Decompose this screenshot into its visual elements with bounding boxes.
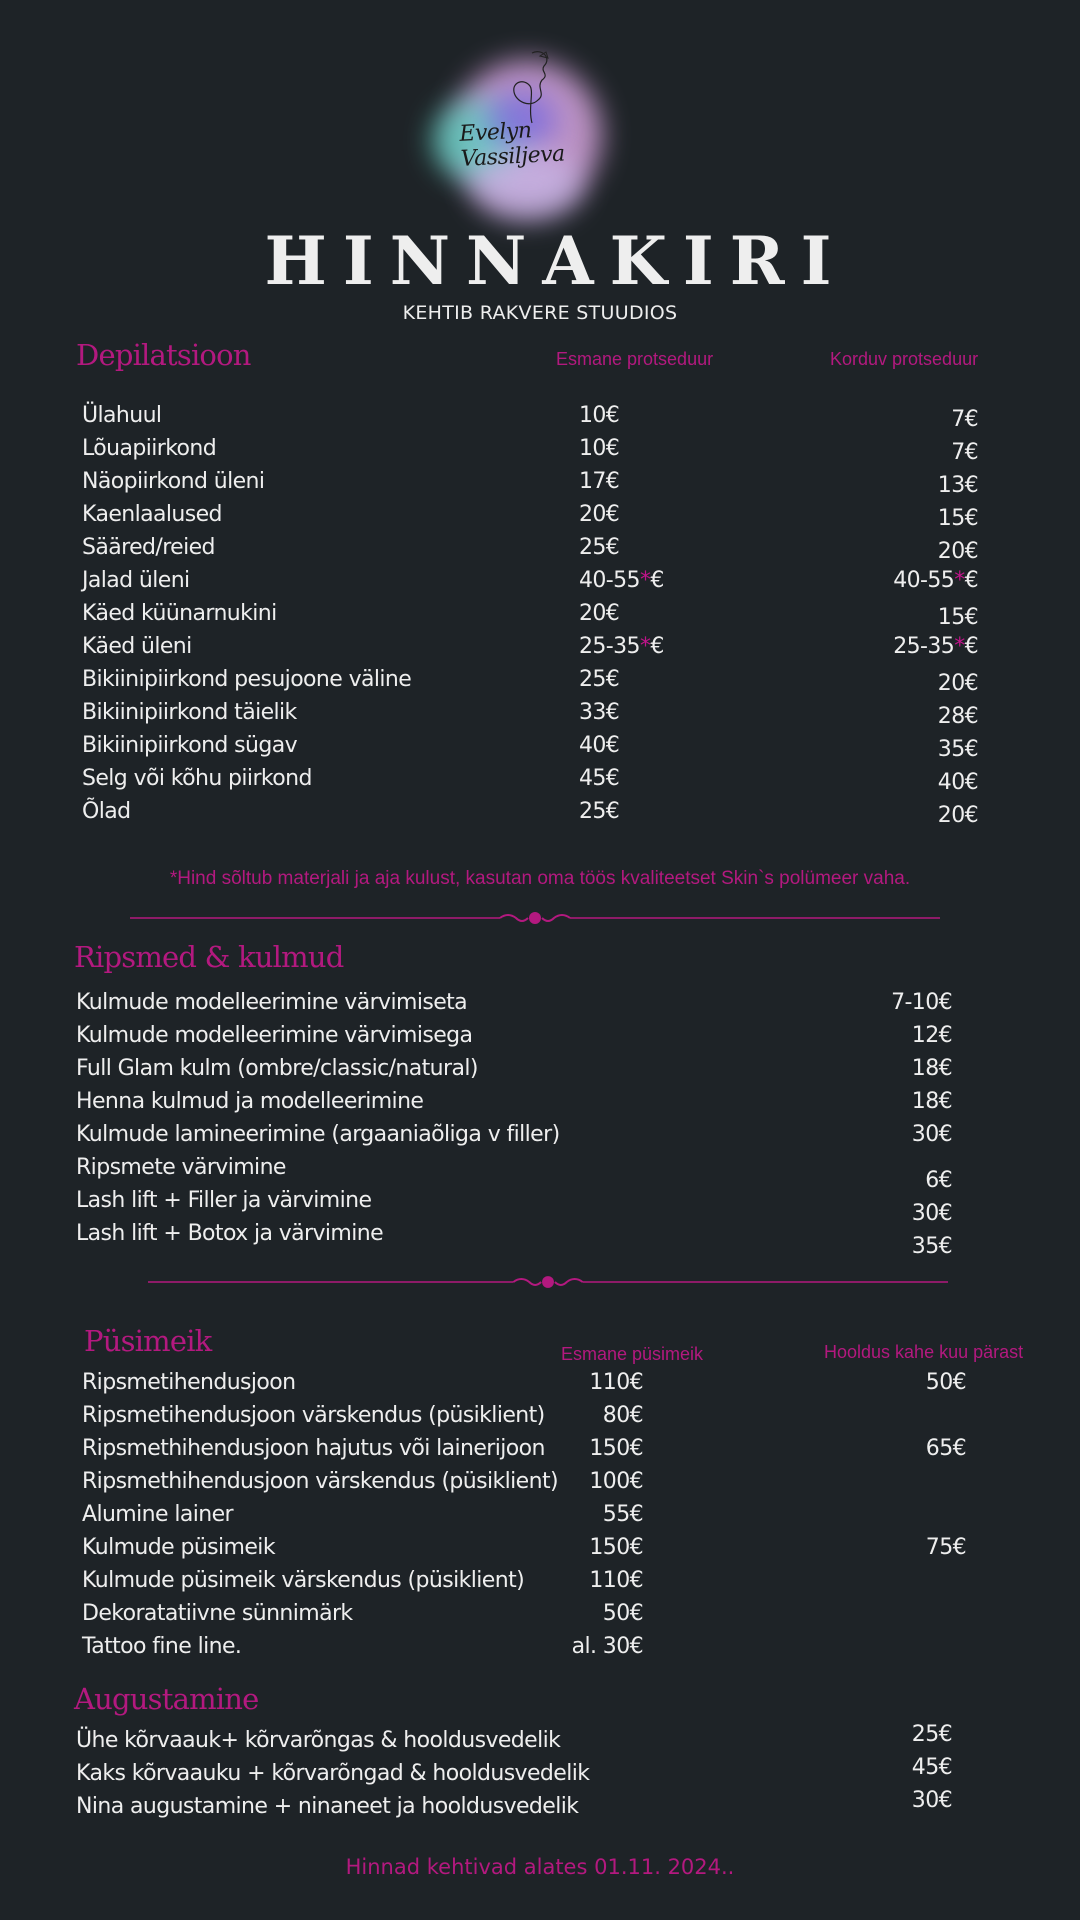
price-row: [0, 1403, 1080, 1436]
repeat-price: [938, 506, 978, 531]
price: 30€: [911, 1201, 952, 1226]
price-value: 20€: [937, 539, 978, 564]
service-name: Ülahuul: [82, 403, 162, 428]
price-value: 13€: [937, 473, 978, 498]
asterisk-mark: *: [639, 634, 651, 659]
price-value: 7€: [951, 440, 978, 465]
service-name: Henna kulmud ja modelleerimine: [76, 1089, 424, 1114]
logo-text: Evelyn Vassiljeva: [458, 118, 566, 172]
repeat-price: [951, 407, 978, 432]
currency: €: [650, 634, 664, 659]
price-row: [0, 1601, 1080, 1634]
repeat-price: [893, 634, 978, 659]
footnote: *Hind sõltub materjali ja aja kulust, kasutan oma töös kvaliteetset Skin`s polümeer vaha.: [169, 868, 911, 889]
price-row: [0, 502, 1080, 535]
price: 18€: [911, 1089, 952, 1114]
first-price: [579, 535, 619, 560]
maintenance-price: 65€: [925, 1436, 966, 1461]
price-value: 10€: [579, 436, 620, 461]
first-price: al. 30€: [571, 1634, 643, 1659]
repeat-price: [938, 704, 978, 729]
repeat-price: [938, 671, 978, 696]
ornament-divider: [148, 1272, 948, 1292]
price-row: [0, 403, 1080, 436]
first-price: [579, 667, 619, 692]
price-row: [0, 1469, 1080, 1502]
first-price: [579, 733, 619, 758]
price-row: [0, 1502, 1080, 1535]
maintenance-price: 75€: [925, 1535, 966, 1560]
price-value: 25-35: [579, 634, 640, 659]
service-name: Ripsmethihendusjoon värskendus (püsiklient): [82, 1469, 558, 1494]
price-row: [0, 436, 1080, 469]
price-value: 25€: [579, 799, 620, 824]
price-row: [0, 700, 1080, 733]
first-price: 110€: [589, 1370, 643, 1395]
logo: [432, 40, 622, 230]
first-price: [579, 502, 619, 527]
price-row: [0, 1370, 1080, 1403]
first-price: [579, 469, 619, 494]
column-header-maintenance: Hooldus kahe kuu pärast: [824, 1342, 1024, 1362]
price-value: 17€: [579, 469, 620, 494]
price-value: 25-35: [893, 634, 955, 659]
column-header-repeat: Korduv protseduur: [830, 349, 979, 369]
price: 7-10€: [891, 990, 952, 1015]
price-row: [0, 799, 1080, 832]
price-value: 40€: [579, 733, 620, 758]
service-name: Full Glam kulm (ombre/classic/natural): [76, 1056, 478, 1081]
repeat-price: [938, 803, 978, 828]
section-title-augustamine: Augustamine: [74, 1682, 259, 1716]
price-row: [0, 1568, 1080, 1601]
price-row: [0, 667, 1080, 700]
price: 45€: [911, 1755, 952, 1780]
first-price: [579, 700, 619, 725]
service-name: Kulmude modelleerimine värvimiseta: [76, 990, 468, 1015]
price-row: [0, 535, 1080, 568]
service-name: Ripsmetihendusjoon värskendus (püsiklient): [82, 1403, 545, 1428]
service-name: Sääred/reied: [82, 535, 215, 560]
section-title-depilatsioon: Depilatsioon: [76, 338, 251, 372]
price-value: 25€: [579, 535, 620, 560]
asterisk-mark: *: [954, 568, 965, 593]
price-value: 20€: [937, 671, 978, 696]
asterisk-mark: *: [639, 568, 651, 593]
first-price: [579, 436, 619, 461]
price-value: 15€: [937, 605, 978, 630]
price-value: 20€: [579, 502, 620, 527]
page-title: HINNAKIRI: [264, 222, 848, 300]
currency: €: [650, 568, 664, 593]
price: 30€: [911, 1122, 952, 1147]
asterisk-mark: *: [954, 634, 965, 659]
validity-footer: Hinnad kehtivad alates 01.11. 2024..: [345, 1855, 735, 1879]
repeat-price: [938, 605, 978, 630]
maintenance-price: 50€: [925, 1370, 966, 1395]
service-name: Bikiinipiirkond pesujoone väline: [82, 667, 412, 692]
column-header-first-pmu: Esmane püsimeik: [561, 1344, 704, 1364]
service-name: Selg või kõhu piirkond: [82, 766, 312, 791]
price-value: 20€: [579, 601, 620, 626]
service-name: Kulmude püsimeik: [82, 1535, 275, 1560]
first-price: 55€: [602, 1502, 643, 1527]
section-title-pusimeik: Püsimeik: [84, 1324, 212, 1358]
ornament-divider: [130, 908, 940, 928]
first-price: [579, 601, 619, 626]
price-value: 15€: [937, 506, 978, 531]
first-price: [579, 568, 664, 593]
service-name: Käed küünarnukini: [82, 601, 277, 626]
first-price: [579, 766, 619, 791]
price-value: 33€: [579, 700, 620, 725]
first-price: 50€: [602, 1601, 643, 1626]
service-name: Ripsmethihendusjoon hajutus või lainerijoon: [82, 1436, 545, 1461]
first-price: 80€: [602, 1403, 643, 1428]
service-name: Alumine lainer: [82, 1502, 233, 1527]
price-row: [0, 733, 1080, 766]
first-price: 150€: [589, 1535, 643, 1560]
first-price: 100€: [589, 1469, 643, 1494]
price-value: 7€: [951, 407, 978, 432]
currency: €: [964, 568, 978, 593]
price-row: [0, 1436, 1080, 1469]
repeat-price: [938, 539, 978, 564]
service-name: Ühe kõrvaauk+ kõrvarõngas & hooldusvedelik: [76, 1728, 561, 1753]
service-name: Kaenlaalused: [82, 502, 222, 527]
service-name: Dekoratatiivne sünnimärk: [82, 1601, 353, 1626]
service-name: Jalad üleni: [82, 568, 190, 593]
service-name: Lash lift + Botox ja värvimine: [76, 1221, 384, 1246]
service-name: Kulmude modelleerimine värvimisega: [76, 1023, 473, 1048]
service-name: Käed üleni: [82, 634, 192, 659]
price-row: [0, 601, 1080, 634]
service-name: Lash lift + Filler ja värvimine: [76, 1188, 372, 1213]
service-name: Nina augustamine + ninaneet ja hooldusvedelik: [76, 1794, 579, 1819]
price-row: [0, 469, 1080, 502]
repeat-price: [951, 440, 978, 465]
price-row: [0, 766, 1080, 799]
price-value: 25€: [579, 667, 620, 692]
currency: €: [964, 634, 978, 659]
price-value: 28€: [937, 704, 978, 729]
price: 35€: [911, 1234, 952, 1259]
price-value: 40€: [937, 770, 978, 795]
first-price: [579, 634, 664, 659]
price-row: [0, 1634, 1080, 1667]
price-value: 35€: [937, 737, 978, 762]
price-value: 40-55: [579, 568, 640, 593]
repeat-price: [893, 568, 978, 593]
price: 18€: [911, 1056, 952, 1081]
repeat-price: [938, 473, 978, 498]
price-value: 20€: [937, 803, 978, 828]
service-name: Ripsmetihendusjoon: [82, 1370, 296, 1395]
first-price: [579, 403, 619, 428]
first-price: 110€: [589, 1568, 643, 1593]
price-row: [0, 1535, 1080, 1568]
column-header-first: Esmane protseduur: [556, 349, 714, 369]
price: 30€: [911, 1788, 952, 1813]
price: 12€: [911, 1023, 952, 1048]
service-name: Lõuapiirkond: [82, 436, 217, 461]
price-row: [0, 634, 1080, 667]
price-value: 40-55: [893, 568, 955, 593]
service-name: Tattoo fine line.: [82, 1634, 242, 1659]
price-value: 10€: [579, 403, 620, 428]
service-name: Kulmude lamineerimine (argaaniaõliga v filler): [76, 1122, 560, 1147]
service-name: Näopiirkond üleni: [82, 469, 265, 494]
price-row: [0, 568, 1080, 601]
price-value: 45€: [579, 766, 620, 791]
repeat-price: [938, 737, 978, 762]
service-name: Kaks kõrvaauku + kõrvarõngad & hooldusvedelik: [76, 1761, 590, 1786]
service-name: Bikiinipiirkond sügav: [82, 733, 298, 758]
service-name: Bikiinipiirkond täielik: [82, 700, 297, 725]
section-title-ripsmed: Ripsmed & kulmud: [74, 940, 344, 974]
service-name: Ripsmete värvimine: [76, 1155, 286, 1180]
first-price: [579, 799, 619, 824]
page-subtitle: KEHTIB RAKVERE STUUDIOS: [402, 302, 678, 324]
service-name: Kulmude püsimeik värskendus (püsiklient): [82, 1568, 525, 1593]
price: 6€: [925, 1168, 952, 1193]
first-price: 150€: [589, 1436, 643, 1461]
repeat-price: [938, 770, 978, 795]
price: 25€: [911, 1722, 952, 1747]
service-name: Õlad: [82, 799, 131, 824]
